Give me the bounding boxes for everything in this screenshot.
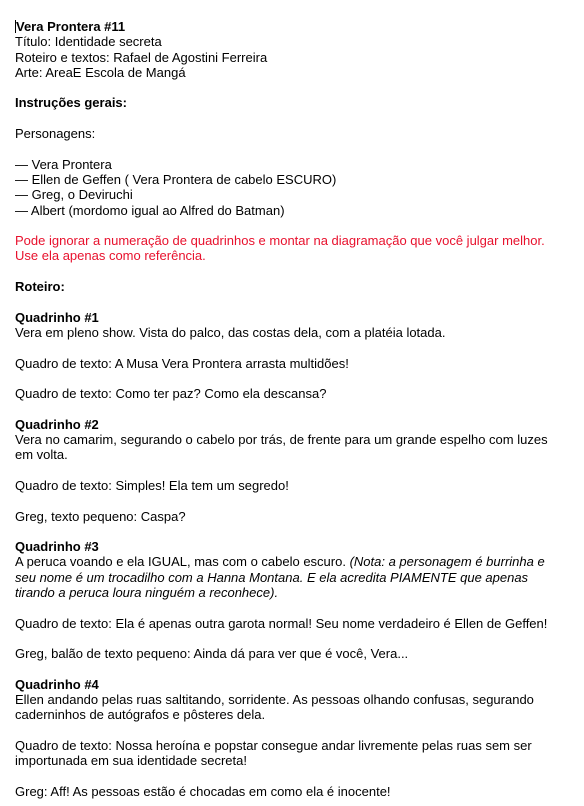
quadrinho-2-desc-line-2: em volta. — [15, 447, 68, 463]
quadrinho-3-note-line-2: seu nome é um trocadilho com a Hanna Montana. E ela acredita PIAMENTE que apenas — [15, 569, 529, 585]
meta-titulo: Título: Identidade secreta — [15, 34, 162, 50]
aviso-line-1: Pode ignorar a numeração de quadrinhos e montar na diagramação que você julgar melhor. — [15, 233, 545, 249]
quadrinho-1-heading: Quadrinho #1 — [15, 309, 99, 325]
quadrinho-1-desc: Vera em pleno show. Vista do palco, das costas dela, com a platéia lotada. — [15, 324, 446, 340]
quadrinho-4-heading: Quadrinho #4 — [15, 676, 99, 692]
personagens-heading: Personagens: — [15, 126, 96, 142]
quadrinho-4-desc-line-1: Ellen andando pelas ruas saltitando, sorridente. As pessoas olhando confusas, segurando — [15, 692, 534, 708]
document-title-text: Vera Prontera #11 — [16, 19, 126, 34]
meta-arte: Arte: AreaE Escola de Mangá — [15, 64, 186, 80]
spacer — [15, 294, 571, 309]
spacer — [15, 80, 571, 95]
spacer — [15, 111, 571, 126]
quadrinho-3-heading: Quadrinho #3 — [15, 539, 99, 555]
spacer — [15, 493, 571, 508]
quadrinho-3-desc-plain: A peruca voando e ela IGUAL, mas com o cabelo escuro. — [15, 554, 350, 570]
meta-roteiro: Roteiro e textos: Rafael de Agostini Ferreira — [15, 49, 268, 65]
spacer — [15, 524, 571, 539]
quadrinho-3-note-line-3: tirando a peruca loura ninguém a reconhece). — [15, 584, 279, 600]
personagem-item: — Ellen de Geffen ( Vera Prontera de cabelo ESCURO) — [15, 171, 337, 187]
quadrinho-4-texto-1-line-2: importunada em sua identidade secreta! — [15, 753, 247, 769]
spacer — [15, 661, 571, 676]
quadrinho-2-heading: Quadrinho #2 — [15, 416, 99, 432]
quadrinho-4-texto-2: Greg: Aff! As pessoas estão é chocadas em como ela é inocente! — [15, 783, 391, 799]
quadrinho-2-texto-1: Quadro de texto: Simples! Ela tem um segredo! — [15, 477, 289, 493]
spacer — [15, 769, 571, 784]
personagem-item: — Greg, o Deviruchi — [15, 187, 133, 203]
spacer — [15, 141, 571, 156]
quadrinho-2-texto-2: Greg, texto pequeno: Caspa? — [15, 508, 186, 524]
quadrinho-3-texto-1: Quadro de texto: Ela é apenas outra garota normal! Seu nome verdadeiro é Ellen de Geffen! — [15, 615, 548, 631]
spacer — [15, 631, 571, 646]
quadrinho-4-desc-line-2: caderninhos de autógrafos e pôsteres dela. — [15, 707, 266, 723]
aviso-line-2: Use ela apenas como referência. — [15, 248, 206, 264]
quadrinho-1-texto-2: Quadro de texto: Como ter paz? Como ela descansa? — [15, 386, 327, 402]
quadrinho-1-texto-1: Quadro de texto: A Musa Vera Prontera arrasta multidões! — [15, 355, 349, 371]
quadrinho-3-texto-2: Greg, balão de texto pequeno: Ainda dá para ver que é você, Vera... — [15, 646, 409, 662]
personagem-item: — Albert (mordomo igual ao Alfred do Batman) — [15, 202, 285, 218]
instrucoes-heading: Instruções gerais: — [15, 95, 127, 111]
document-title — [15, 19, 571, 34]
spacer — [15, 723, 571, 738]
quadrinho-3-note-line-1: (Nota: a personagem é burrinha e — [349, 554, 545, 570]
quadrinho-3-desc-line-1 — [15, 554, 571, 569]
spacer — [15, 401, 571, 416]
spacer — [15, 463, 571, 478]
quadrinho-4-texto-1-line-1: Quadro de texto: Nossa heroína e popstar consegue andar livremente pelas ruas sem ser — [15, 737, 532, 753]
quadrinho-2-desc-line-1: Vera no camarim, segurando o cabelo por trás, de frente para um grande espelho com luzes — [15, 432, 548, 448]
roteiro-heading: Roteiro: — [15, 279, 65, 295]
document-page[interactable] — [15, 19, 571, 799]
spacer — [15, 600, 571, 615]
personagem-item: — Vera Prontera — [15, 156, 112, 172]
spacer — [15, 371, 571, 386]
spacer — [15, 340, 571, 355]
spacer — [15, 264, 571, 279]
spacer — [15, 218, 571, 233]
